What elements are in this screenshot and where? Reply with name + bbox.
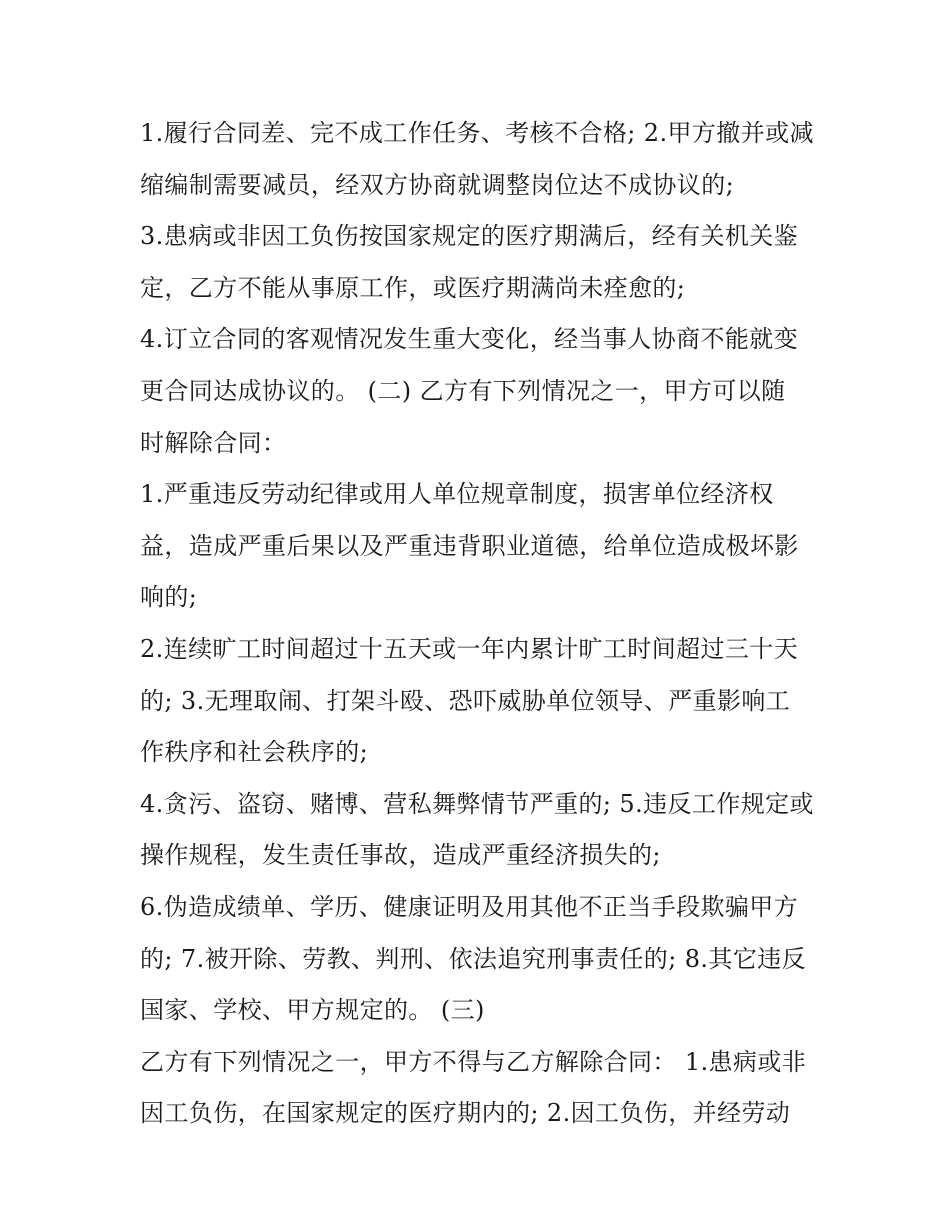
text-line: 6.伪造成绩单、学历、健康证明及用其他不正当手段欺骗甲方 <box>140 892 799 921</box>
text-line: 的; 3.无理取闹、打架斗殴、恐吓威胁单位领导、严重影响工 <box>140 686 791 715</box>
text-line: 1.履行合同差、完不成工作任务、考核不合格; 2.甲方撤并或减 <box>140 119 814 147</box>
text-line: 缩编制需要减员，经双方协商就调整岗位达不成协议的; <box>140 170 735 199</box>
text-line: 响的; <box>140 583 198 612</box>
text-line: 时解除合同： <box>140 428 287 457</box>
text-line: 1.严重违反劳动纪律或用人单位规章制度，损害单位经济权 <box>140 480 774 509</box>
text-line: 作秩序和社会秩序的; <box>140 738 369 767</box>
text-line: 2.连续旷工时间超过十五天或一年内累计旷工时间超过三十天 <box>140 634 799 663</box>
text-line: 益，造成严重后果以及严重违背职业道德，给单位造成极坏影 <box>140 531 799 560</box>
text-line: 操作规程，发生责任事故，造成严重经济损失的; <box>140 841 661 870</box>
text-line: 更合同达成协议的。 (二) 乙方有下列情况之一，甲方可以随 <box>140 376 786 405</box>
text-line: 3.患病或非因工负伤按国家规定的医疗期满后，经有关机关鉴 <box>140 222 799 251</box>
text-line: 的; 7.被开除、劳教、判刑、依法追究刑事责任的; 8.其它违反 <box>140 944 807 973</box>
text-line: 乙方有下列情况之一，甲方不得与乙方解除合同： 1.患病或非 <box>140 1047 807 1076</box>
document-body <box>140 108 820 1140</box>
text-line: 定，乙方不能从事原工作，或医疗期满尚未痊愈的; <box>140 273 686 302</box>
text-line: 4.贪污、盗窃、赌博、营私舞弊情节严重的; 5.违反工作规定或 <box>140 789 814 818</box>
text-line: 因工负伤，在国家规定的医疗期内的; 2.因工负伤，并经劳动 <box>140 1099 791 1128</box>
text-line: 4.订立合同的客观情况发生重大变化，经当事人协商不能就变 <box>140 325 799 354</box>
text-line: 国家、学校、甲方规定的。 (三) <box>140 996 485 1025</box>
